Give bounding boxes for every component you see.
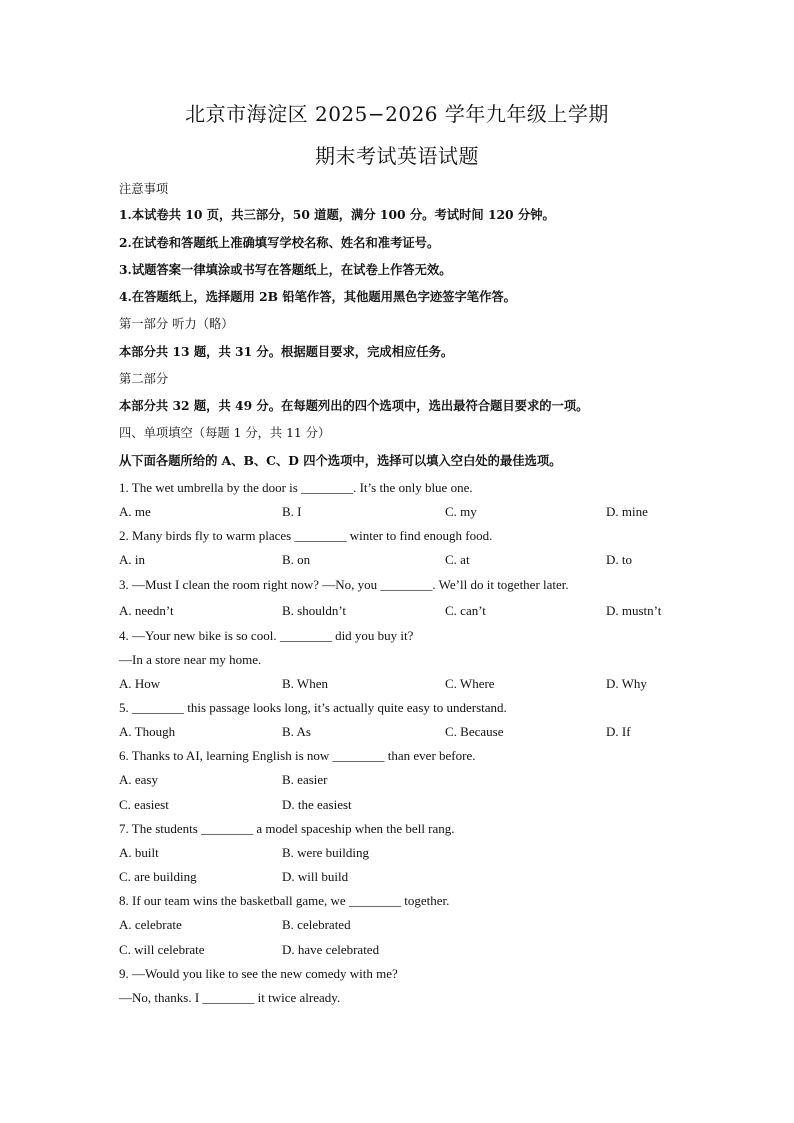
question-1-option-a: A. me <box>119 504 151 519</box>
question-8-option-c: C. will celebrate <box>119 942 205 957</box>
question-5-options <box>0 724 794 740</box>
question-2-option-b: B. on <box>282 552 311 567</box>
question-2-option-a: A. in <box>119 552 145 567</box>
question-8-option-a: A. celebrate <box>119 917 182 932</box>
question-5-option-c: C. Because <box>445 724 504 739</box>
question-6-option-a: A. easy <box>119 772 158 787</box>
exam-title-line-1: 北京市海淀区 2025−2026 学年九年级上学期 <box>185 102 609 126</box>
notice-item-1: 1.本试卷共 10 页，共三部分，50 道题，满分 100 分。考试时间 120 分钟。 <box>119 207 555 222</box>
question-7-stem: 7. The students ________ a model spaceship when the bell rang. <box>119 821 455 836</box>
question-4-option-c: C. Where <box>445 676 495 691</box>
question-3-option-a: A. needn’t <box>119 603 174 618</box>
question-6-options-row-2 <box>0 797 794 813</box>
question-8-stem: 8. If our team wins the basketball game, we ________ together. <box>119 893 450 908</box>
question-8-options-row-1 <box>0 917 794 933</box>
question-7-option-d: D. will build <box>282 869 349 884</box>
question-9-stem-reply: —No, thanks. I ________ it twice already. <box>119 990 341 1005</box>
question-3-option-c: C. can’t <box>445 603 486 618</box>
question-2-option-d: D. to <box>606 552 632 567</box>
question-9-stem: 9. —Would you like to see the new comedy with me? <box>119 966 398 981</box>
question-5-option-a: A. Though <box>119 724 176 739</box>
notice-heading: 注意事项 <box>119 182 169 196</box>
question-7-options-row-1 <box>0 845 794 861</box>
exam-title-line-2: 期末考试英语试题 <box>315 144 479 168</box>
question-3-stem: 3. —Must I clean the room right now? —No, you ________. We’ll do it together later. <box>119 577 569 592</box>
question-1-options <box>0 504 794 520</box>
question-6-option-b: B. easier <box>282 772 328 787</box>
part1-heading: 第一部分 听力（略） <box>119 317 234 331</box>
part2-heading: 第二部分 <box>119 372 169 386</box>
question-7-options-row-2 <box>0 869 794 885</box>
question-8-options-row-2 <box>0 942 794 958</box>
question-4-option-a: A. How <box>119 676 161 691</box>
notice-item-4: 4.在答题纸上，选择题用 2B 铅笔作答，其他题用黑色字迹签字笔作答。 <box>119 289 516 304</box>
section4-heading: 四、单项填空（每题 1 分，共 11 分） <box>119 426 331 440</box>
question-3-option-d: D. mustn’t <box>606 603 662 618</box>
question-2-options <box>0 552 794 568</box>
question-8-option-b: B. celebrated <box>282 917 351 932</box>
notice-item-3: 3.试题答案一律填涂或书写在答题纸上，在试卷上作答无效。 <box>119 262 452 277</box>
question-6-stem: 6. Thanks to AI, learning English is now ________ than ever before. <box>119 748 476 763</box>
question-4-option-b: B. When <box>282 676 328 691</box>
part2-description: 本部分共 32 题，共 49 分。在每题列出的四个选项中，选出最符合题目要求的一项。 <box>119 398 589 413</box>
question-6-option-c: C. easiest <box>119 797 169 812</box>
question-6-options-row-1 <box>0 772 794 788</box>
question-7-option-a: A. built <box>119 845 159 860</box>
question-7-option-b: B. were building <box>282 845 370 860</box>
question-3-option-b: B. shouldn’t <box>282 603 347 618</box>
question-6-option-d: D. the easiest <box>282 797 352 812</box>
part1-description: 本部分共 13 题，共 31 分。根据题目要求，完成相应任务。 <box>119 344 454 359</box>
question-1-option-c: C. my <box>445 504 477 519</box>
question-2-stem: 2. Many birds fly to warm places ________ winter to find enough food. <box>119 528 493 543</box>
question-8-option-d: D. have celebrated <box>282 942 380 957</box>
notice-item-2: 2.在试卷和答题纸上准确填写学校名称、姓名和准考证号。 <box>119 235 440 250</box>
question-2-option-c: C. at <box>445 552 470 567</box>
question-4-options <box>0 676 794 692</box>
section4-instruction: 从下面各题所给的 A、B、C、D 四个选项中，选择可以填入空白处的最佳选项。 <box>119 453 562 468</box>
question-7-option-c: C. are building <box>119 869 197 884</box>
question-5-option-d: D. If <box>606 724 631 739</box>
question-1-option-d: D. mine <box>606 504 648 519</box>
question-5-stem: 5. ________ this passage looks long, it’s actually quite easy to understand. <box>119 700 507 715</box>
question-1-stem: 1. The wet umbrella by the door is ________. It’s the only blue one. <box>119 480 473 495</box>
question-5-option-b: B. As <box>282 724 311 739</box>
question-3-options <box>0 603 794 619</box>
question-4-stem: 4. —Your new bike is so cool. ________ did you buy it? <box>119 628 414 643</box>
question-1-option-b: B. I <box>282 504 302 519</box>
question-4-option-d: D. Why <box>606 676 647 691</box>
question-4-stem-reply: —In a store near my home. <box>119 652 262 667</box>
